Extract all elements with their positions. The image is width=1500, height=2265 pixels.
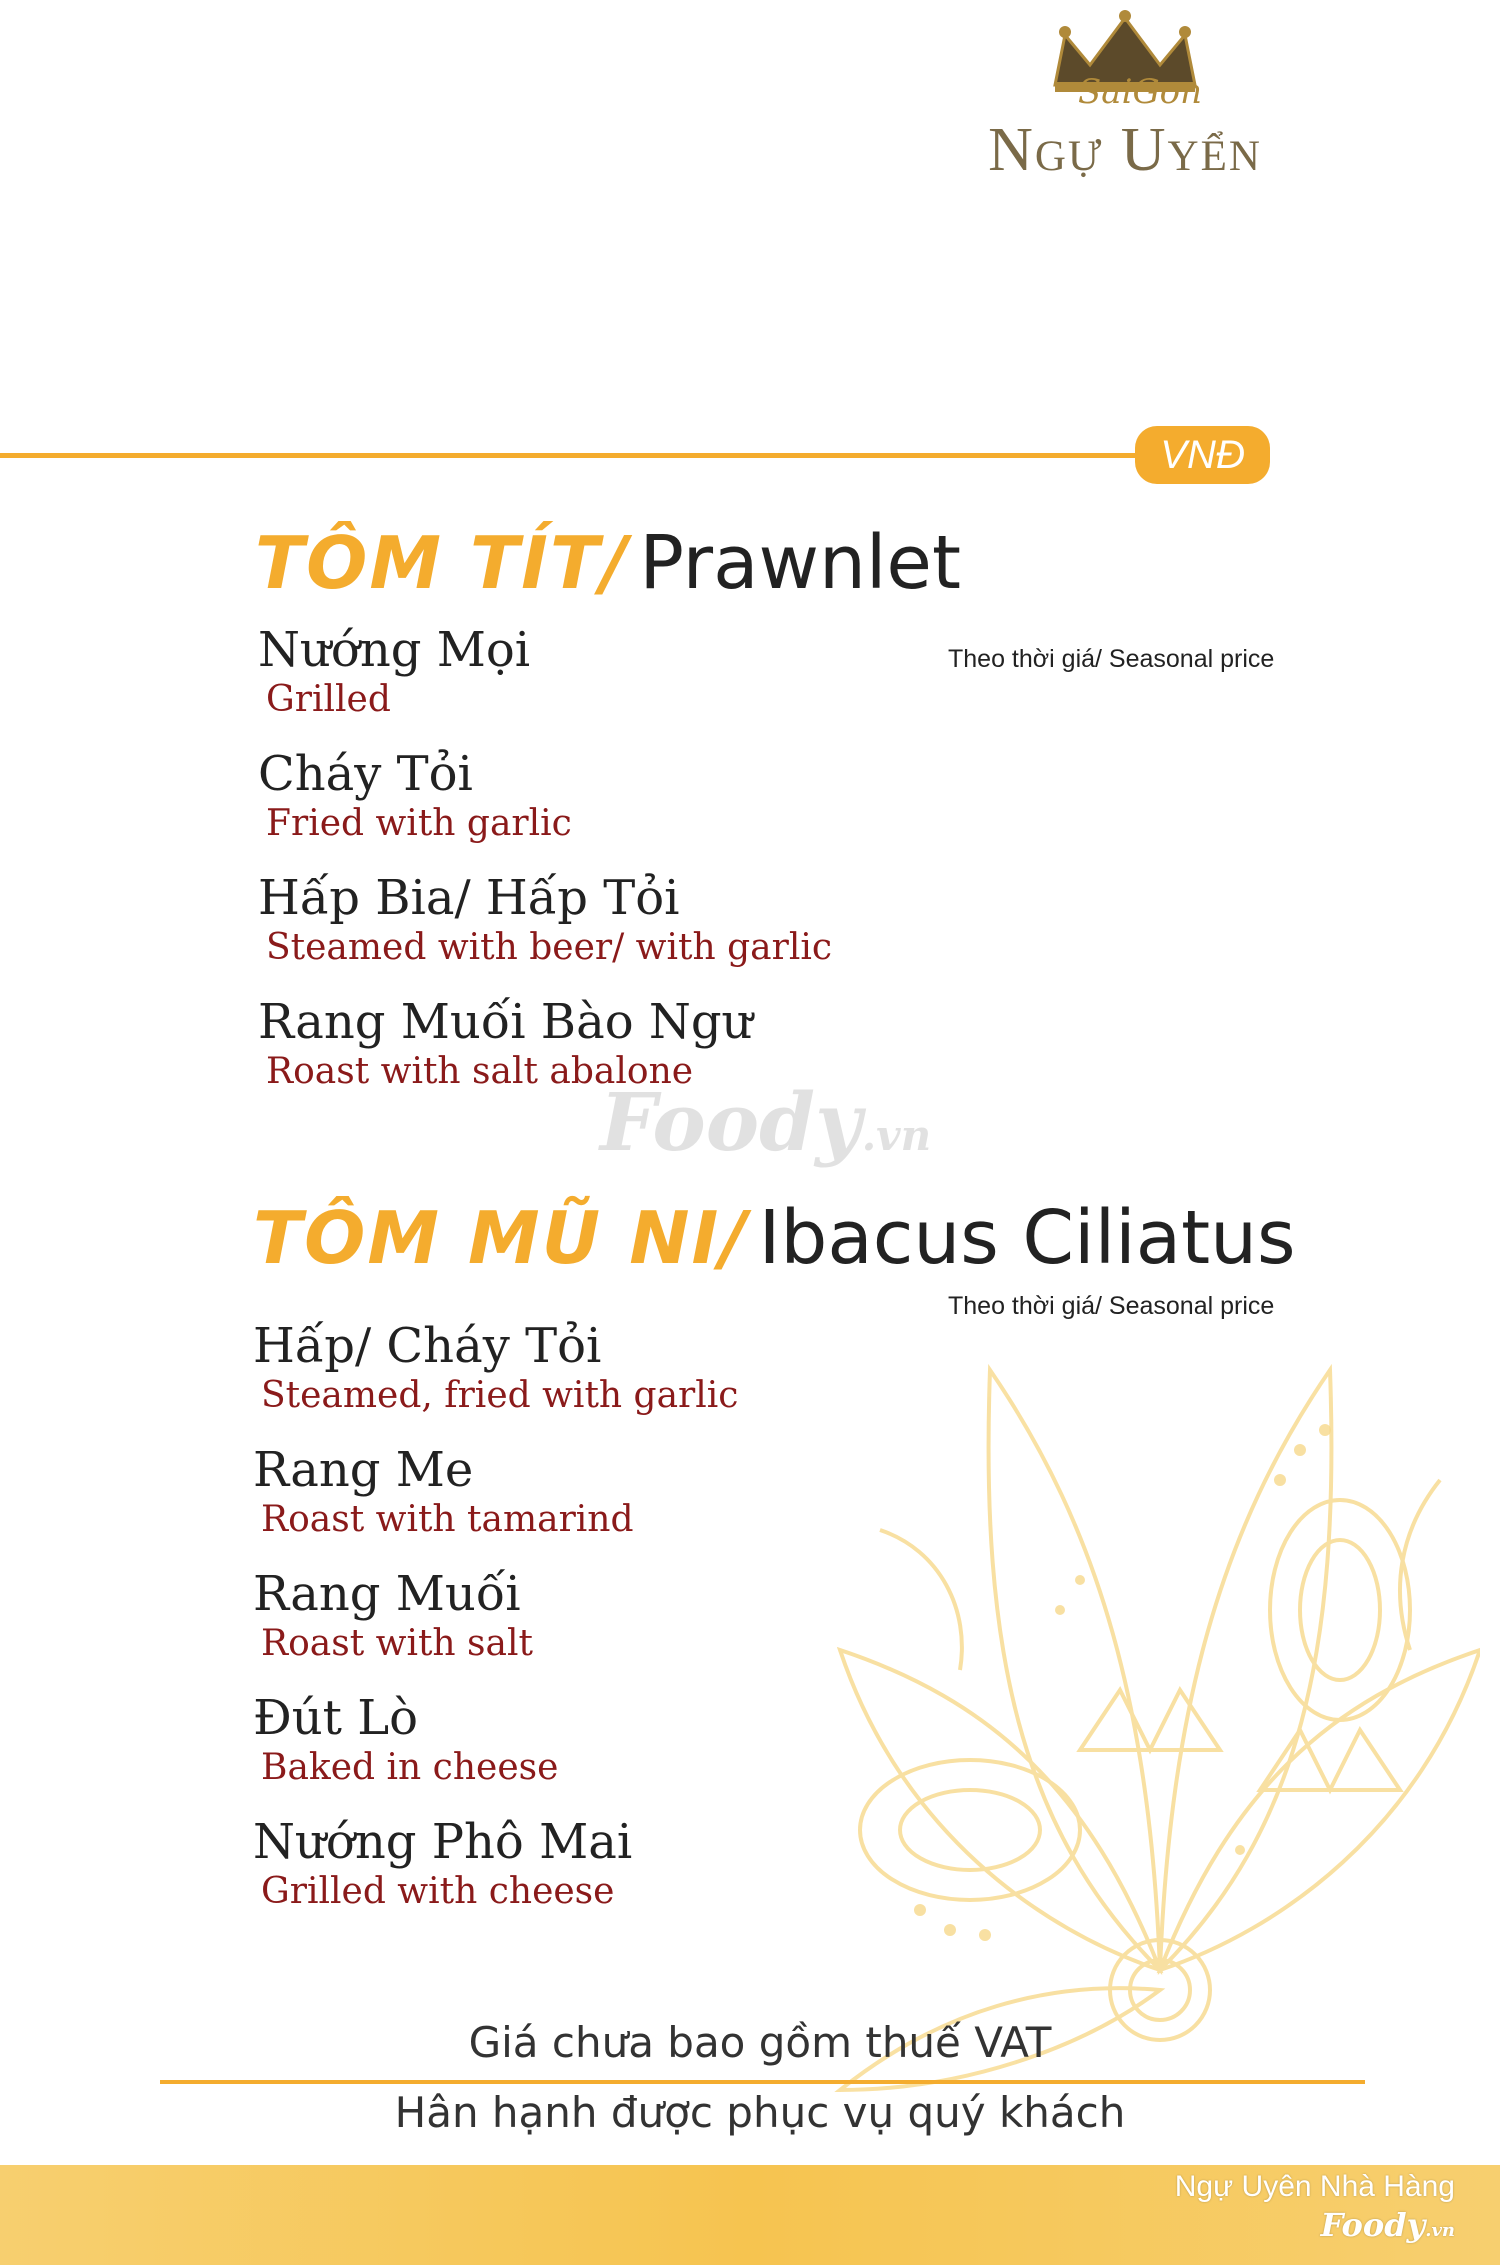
section-title-en: Prawnlet [639, 520, 961, 606]
menu-item-name: Nướng Phô Mai [253, 1814, 633, 1870]
thanks-note: Hân hạnh được phục vụ quý khách [394, 2088, 1126, 2137]
menu-item-desc: Grilled [266, 679, 391, 720]
menu-item-name: Hấp/ Cháy Tỏi [253, 1318, 602, 1374]
menu-item-name: Đút Lò [253, 1690, 418, 1746]
menu-item-name: Hấp Bia/ Hấp Tỏi [258, 870, 680, 926]
watermark-site: Foody [1320, 2206, 1426, 2244]
lotus-flourish-icon [820, 1230, 1480, 2130]
price-note: Theo thời giá/ Seasonal price [948, 645, 1275, 673]
menu-item [253, 1814, 632, 1914]
logo-brand-text: Ngự Uyển [988, 116, 1262, 184]
menu-item [253, 1566, 533, 1666]
menu-item [253, 1442, 634, 1542]
price-note: Theo thời giá/ Seasonal price [948, 1292, 1275, 1320]
watermark-restaurant: Ngự Uyên Nhà Hàng [1174, 2170, 1455, 2203]
currency-badge: VNĐ [1135, 426, 1270, 484]
menu-item-desc: Fried with garlic [266, 803, 572, 844]
watermark-foody-corner [1175, 2168, 1455, 2250]
watermark-site: Foody [600, 1075, 862, 1169]
menu-item-desc: Roast with tamarind [261, 1499, 634, 1540]
top-divider [0, 453, 1140, 458]
section-title-en: Ibacus Ciliatus [758, 1195, 1296, 1281]
section-heading-ibacus [253, 1195, 1296, 1281]
menu-item-desc: Grilled with cheese [261, 1871, 615, 1912]
logo-script-text: SaiGon [1078, 72, 1202, 112]
menu-item-name: Rang Me [253, 1442, 474, 1498]
menu-item [258, 870, 832, 970]
menu-item-name: Cháy Tỏi [258, 746, 473, 802]
watermark-foody-center [600, 1075, 931, 1169]
watermark-site-suffix: .vn [1425, 2220, 1455, 2241]
menu-item [253, 1318, 738, 1418]
section-title-vi: TÔM MŨ NI/ [253, 1196, 749, 1280]
menu-item-desc: Steamed with beer/ with garlic [266, 927, 833, 968]
menu-item-desc: Steamed, fried with garlic [261, 1375, 739, 1416]
vat-note: Giá chưa bao gồm thuế VAT [468, 2018, 1052, 2067]
menu-item [253, 1690, 558, 1790]
menu-item-name: Rang Muối Bào Ngư [258, 994, 753, 1050]
section-heading-prawnlet [255, 520, 961, 606]
menu-item-name: Rang Muối [253, 1566, 521, 1622]
bottom-divider [160, 2080, 1365, 2084]
menu-item-name: Nướng Mọi [258, 622, 531, 678]
section-title-vi: TÔM TÍT/ [255, 521, 630, 605]
menu-item-desc: Roast with salt [261, 1623, 533, 1664]
menu-item [258, 622, 530, 722]
menu-item [258, 746, 572, 846]
menu-item-desc: Roast with salt abalone [266, 1051, 694, 1092]
restaurant-logo [960, 10, 1290, 185]
menu-item-desc: Baked in cheese [261, 1747, 559, 1788]
watermark-site-suffix: .vn [861, 1111, 932, 1160]
